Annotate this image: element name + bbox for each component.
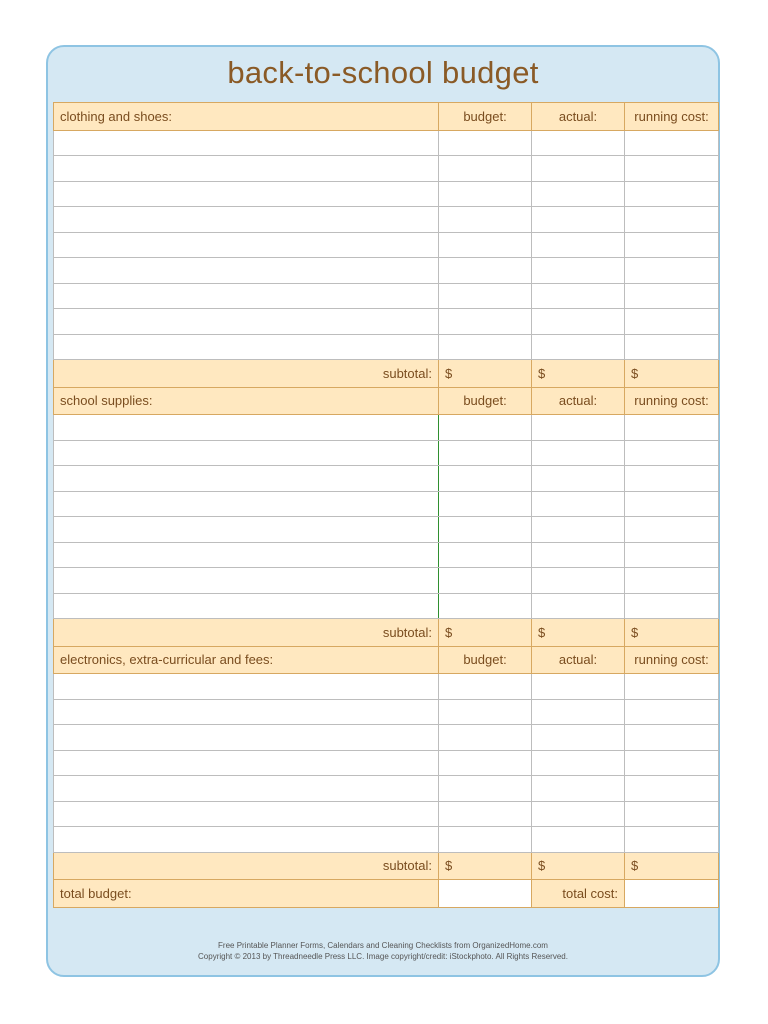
actual-cell[interactable] — [532, 415, 625, 441]
subtotal-running-cost[interactable]: $ — [625, 360, 719, 388]
running-cost-cell[interactable] — [625, 181, 719, 207]
total-budget-value[interactable] — [439, 880, 532, 908]
actual-cell[interactable] — [532, 674, 625, 700]
running-cost-cell[interactable] — [625, 283, 719, 309]
budget-cell[interactable] — [439, 232, 532, 258]
table-row — [54, 491, 719, 517]
footer-line-1: Free Printable Planner Forms, Calendars and Cleaning Checklists from OrganizedHome.com — [218, 941, 548, 950]
subtotal-running-cost[interactable]: $ — [625, 619, 719, 647]
table-row — [54, 181, 719, 207]
column-header-budget: budget: — [439, 646, 532, 674]
section-heading: clothing and shoes: — [54, 103, 439, 131]
actual-cell[interactable] — [532, 542, 625, 568]
budget-cell[interactable] — [439, 415, 532, 441]
table-row — [54, 699, 719, 725]
actual-cell[interactable] — [532, 801, 625, 827]
running-cost-cell[interactable] — [625, 334, 719, 360]
actual-cell[interactable] — [532, 440, 625, 466]
budget-cell[interactable] — [439, 593, 532, 619]
subtotal-label: subtotal: — [54, 360, 439, 388]
table-row — [54, 827, 719, 853]
budget-cell[interactable] — [439, 309, 532, 335]
item-cell[interactable] — [54, 130, 439, 156]
table-row — [54, 130, 719, 156]
budget-cell[interactable] — [439, 750, 532, 776]
budget-cell[interactable] — [439, 466, 532, 492]
table-row — [54, 207, 719, 233]
section-header-row — [54, 103, 719, 131]
table-row — [54, 568, 719, 594]
running-cost-cell[interactable] — [625, 491, 719, 517]
table-row — [54, 156, 719, 182]
table-row — [54, 725, 719, 751]
actual-cell[interactable] — [532, 181, 625, 207]
budget-cell[interactable] — [439, 827, 532, 853]
total-budget-label: total budget: — [54, 880, 439, 908]
column-header-running-cost: running cost: — [625, 646, 719, 674]
budget-cell[interactable] — [439, 440, 532, 466]
item-cell[interactable] — [54, 283, 439, 309]
section-header-row — [54, 387, 719, 415]
actual-cell[interactable] — [532, 699, 625, 725]
table-row — [54, 309, 719, 335]
budget-cell[interactable] — [439, 207, 532, 233]
section-heading: electronics, extra-curricular and fees: — [54, 646, 439, 674]
running-cost-cell[interactable] — [625, 568, 719, 594]
actual-cell[interactable] — [532, 258, 625, 284]
running-cost-cell[interactable] — [625, 440, 719, 466]
table-row — [54, 517, 719, 543]
budget-cell[interactable] — [439, 156, 532, 182]
budget-cell[interactable] — [439, 517, 532, 543]
table-row — [54, 258, 719, 284]
subtotal-running-cost[interactable]: $ — [625, 852, 719, 880]
budget-cell[interactable] — [439, 334, 532, 360]
actual-cell[interactable] — [532, 156, 625, 182]
section-header-row — [54, 646, 719, 674]
subtotal-actual[interactable]: $ — [532, 852, 625, 880]
item-cell[interactable] — [54, 517, 439, 543]
item-cell[interactable] — [54, 258, 439, 284]
item-cell[interactable] — [54, 674, 439, 700]
item-cell[interactable] — [54, 181, 439, 207]
item-cell[interactable] — [54, 725, 439, 751]
table-row — [54, 466, 719, 492]
actual-cell[interactable] — [532, 725, 625, 751]
budget-cell[interactable] — [439, 491, 532, 517]
running-cost-cell[interactable] — [625, 232, 719, 258]
column-header-budget: budget: — [439, 103, 532, 131]
running-cost-cell[interactable] — [625, 156, 719, 182]
item-cell[interactable] — [54, 827, 439, 853]
column-header-actual: actual: — [532, 387, 625, 415]
item-cell[interactable] — [54, 750, 439, 776]
actual-cell[interactable] — [532, 517, 625, 543]
column-header-actual: actual: — [532, 646, 625, 674]
actual-cell[interactable] — [532, 466, 625, 492]
section-heading: school supplies: — [54, 387, 439, 415]
table-row — [54, 283, 719, 309]
budget-cell[interactable] — [439, 725, 532, 751]
budget-cell[interactable] — [439, 674, 532, 700]
item-cell[interactable] — [54, 334, 439, 360]
item-cell[interactable] — [54, 156, 439, 182]
budget-sheet — [46, 45, 720, 977]
subtotal-budget[interactable]: $ — [439, 852, 532, 880]
running-cost-cell[interactable] — [625, 827, 719, 853]
budget-cell[interactable] — [439, 801, 532, 827]
item-cell[interactable] — [54, 466, 439, 492]
actual-cell[interactable] — [532, 232, 625, 258]
subtotal-row — [54, 619, 719, 647]
table-row — [54, 776, 719, 802]
subtotal-budget[interactable]: $ — [439, 360, 532, 388]
actual-cell[interactable] — [532, 130, 625, 156]
item-cell[interactable] — [54, 415, 439, 441]
running-cost-cell[interactable] — [625, 776, 719, 802]
table-row — [54, 801, 719, 827]
running-cost-cell[interactable] — [625, 207, 719, 233]
subtotal-budget[interactable]: $ — [439, 619, 532, 647]
subtotal-actual[interactable]: $ — [532, 360, 625, 388]
running-cost-cell[interactable] — [625, 466, 719, 492]
actual-cell[interactable] — [532, 593, 625, 619]
footer-line-2: Copyright © 2013 by Threadneedle Press LLC. Image copyright/credit: iStockphoto. All Rights Reserved. — [198, 952, 568, 961]
table-row — [54, 674, 719, 700]
running-cost-cell[interactable] — [625, 801, 719, 827]
actual-cell[interactable] — [532, 309, 625, 335]
column-header-running-cost: running cost: — [625, 103, 719, 131]
running-cost-cell[interactable] — [625, 699, 719, 725]
subtotal-label: subtotal: — [54, 619, 439, 647]
budget-cell[interactable] — [439, 283, 532, 309]
item-cell[interactable] — [54, 207, 439, 233]
budget-table — [53, 102, 719, 908]
total-cost-value[interactable] — [625, 880, 719, 908]
running-cost-cell[interactable] — [625, 517, 719, 543]
running-cost-cell[interactable] — [625, 542, 719, 568]
item-cell[interactable] — [54, 593, 439, 619]
running-cost-cell[interactable] — [625, 130, 719, 156]
budget-cell[interactable] — [439, 130, 532, 156]
item-cell[interactable] — [54, 568, 439, 594]
actual-cell[interactable] — [532, 283, 625, 309]
item-cell[interactable] — [54, 801, 439, 827]
subtotal-row — [54, 852, 719, 880]
table-row — [54, 334, 719, 360]
totals-row — [54, 880, 719, 908]
subtotal-actual[interactable]: $ — [532, 619, 625, 647]
budget-cell[interactable] — [439, 542, 532, 568]
running-cost-cell[interactable] — [625, 309, 719, 335]
subtotal-label: subtotal: — [54, 852, 439, 880]
running-cost-cell[interactable] — [625, 415, 719, 441]
total-cost-label: total cost: — [532, 880, 625, 908]
item-cell[interactable] — [54, 776, 439, 802]
item-cell[interactable] — [54, 542, 439, 568]
actual-cell[interactable] — [532, 207, 625, 233]
running-cost-cell[interactable] — [625, 258, 719, 284]
running-cost-cell[interactable] — [625, 725, 719, 751]
budget-cell[interactable] — [439, 568, 532, 594]
item-cell[interactable] — [54, 491, 439, 517]
budget-cell[interactable] — [439, 699, 532, 725]
actual-cell[interactable] — [532, 568, 625, 594]
item-cell[interactable] — [54, 699, 439, 725]
item-cell[interactable] — [54, 232, 439, 258]
budget-cell[interactable] — [439, 258, 532, 284]
item-cell[interactable] — [54, 440, 439, 466]
item-cell[interactable] — [54, 309, 439, 335]
column-header-actual: actual: — [532, 103, 625, 131]
actual-cell[interactable] — [532, 750, 625, 776]
table-row — [54, 415, 719, 441]
footer — [48, 940, 718, 962]
budget-cell[interactable] — [439, 776, 532, 802]
subtotal-row — [54, 360, 719, 388]
actual-cell[interactable] — [532, 776, 625, 802]
actual-cell[interactable] — [532, 827, 625, 853]
table-row — [54, 440, 719, 466]
table-row — [54, 750, 719, 776]
column-header-running-cost: running cost: — [625, 387, 719, 415]
running-cost-cell[interactable] — [625, 593, 719, 619]
running-cost-cell[interactable] — [625, 750, 719, 776]
actual-cell[interactable] — [532, 491, 625, 517]
actual-cell[interactable] — [532, 334, 625, 360]
running-cost-cell[interactable] — [625, 674, 719, 700]
table-row — [54, 232, 719, 258]
table-row — [54, 593, 719, 619]
column-header-budget: budget: — [439, 387, 532, 415]
page-title: back-to-school budget — [227, 55, 539, 90]
budget-cell[interactable] — [439, 181, 532, 207]
table-row — [54, 542, 719, 568]
